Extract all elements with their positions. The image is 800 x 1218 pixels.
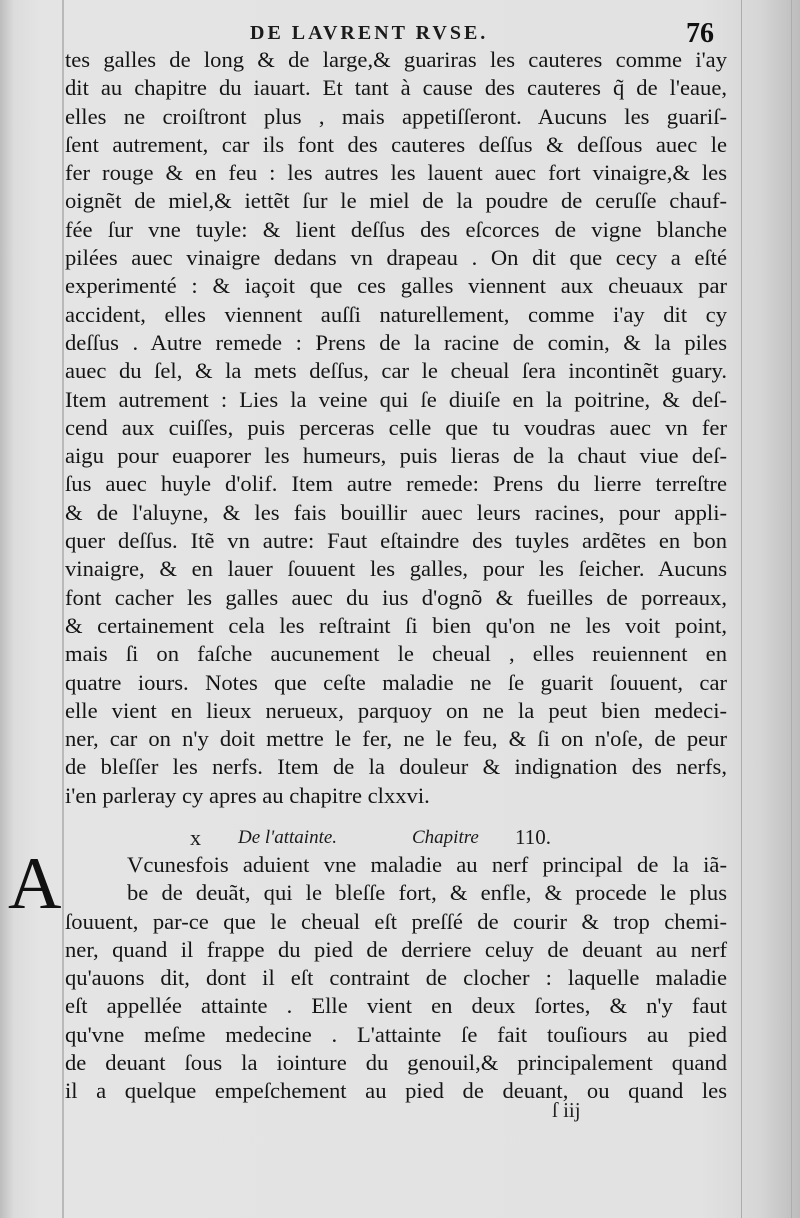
text-line: deſſus . Autre remede : Prens de la racine de comin, & la piles	[65, 329, 727, 355]
text-line: de bleſſer les nerfs. Item de la douleur & indignation des nerfs,	[65, 754, 727, 780]
text-line: elles ne croiſtront plus , mais appetiſſeront. Aucuns les guariſ-	[65, 103, 727, 129]
page-edge-line	[741, 0, 742, 1218]
text-line: ſent autrement, car ils font des cauteres deſſus & deſſous auec le	[65, 131, 727, 157]
paragraph-2	[65, 851, 727, 1106]
chapter-title: De l'attainte.	[238, 827, 338, 848]
text-line: ner, car on n'y doit mettre le fer, ne le feu, & ſi on n'oſe, de peur	[65, 726, 727, 752]
text-line: fer rouge & en feu : les autres les lauent auec fort vinaigre,& les	[65, 160, 727, 186]
text-line: be de deuãt, qui le bleſſe fort, & enfle, & procede le plus	[127, 880, 727, 906]
signature-mark: ſ iij	[552, 1098, 581, 1122]
page-edge-line-outer	[791, 0, 792, 1218]
text-line: aigu pour euaporer les humeurs, puis lieras de la chaut viue deſ-	[65, 443, 727, 469]
margin-mark: x	[190, 825, 201, 850]
text-line: dit au chapitre du iauart. Et tant à cause des cauteres q̃ de l'eaue,	[65, 75, 727, 101]
text-line: de deuant ſous la iointure du genouil,& principalement quand	[65, 1050, 727, 1076]
text-line: Vcunesfois aduient vne maladie au nerf principal de la iã-	[127, 852, 727, 877]
chapter-label: Chapitre	[412, 827, 479, 848]
text-line: mais ſi on faſche aucunement le cheual , elles reuiennent en	[65, 641, 727, 667]
text-line: vinaigre, & en lauer ſouuent les galles, pour les ſeicher. Aucuns	[65, 556, 727, 582]
chapter-heading	[190, 823, 570, 853]
text-line: i'en parleray cy apres au chapitre clxxvi.	[65, 782, 430, 808]
text-line: pilées auec vinaigre dedans vn drapeau . On dit que cecy a eſté	[65, 245, 727, 271]
text-line: ner, quand il frappe du pied de derriere celuy de deuant au nerf	[65, 936, 727, 962]
text-line: il a quelque empeſchement au pied de deuant, ou quand les	[65, 1078, 727, 1104]
running-title: DE LAVRENT RVSE.	[250, 22, 489, 44]
text-line: font cacher les galles auec du ius d'ognõ & fueilles de porreaux,	[65, 584, 727, 610]
text-line: & de l'aluyne, & les fais bouillir auec leurs racines, pour appli-	[65, 499, 727, 525]
text-line: auec du ſel, & la mets deſſus, car le cheual ſera incontinẽt guary.	[65, 358, 727, 384]
drop-cap: A	[8, 843, 62, 925]
text-line: accident, elles viennent auſſi naturellement, comme i'ay dit cy	[65, 301, 727, 327]
text-line: tes galles de long & de large,& guariras les cauteres comme i'ay	[65, 47, 727, 72]
text-line: & certainement cela les reſtraint ſi bien qu'on ne les voit point,	[65, 612, 727, 638]
text-line: ſouuent, par-ce que le cheual eſt preſſé de courir & trop chemi-	[65, 908, 727, 934]
text-line: experimenté : & iaçoit que ces galles viennent aux cheuaux par	[65, 273, 727, 299]
text-line: cend aux cuiſſes, puis perceras celle que tu voudras auec vn fer	[65, 414, 727, 440]
page-number: 76	[686, 18, 714, 49]
text-line: quer deſſus. Itẽ vn autre: Faut eſtaindre des tuyles ardẽtes en bon	[65, 528, 727, 554]
chapter-number: 110.	[515, 825, 551, 849]
text-line: elle vient en lieux nerueux, parquoy on ne la peut bien medeci-	[65, 697, 727, 723]
text-line: eſt appellée attainte . Elle vient en deux ſortes, & n'y faut	[65, 993, 727, 1019]
text-line: qu'auons dit, dont il eſt contraint de clocher : laquelle maladie	[65, 965, 727, 991]
gutter-shadow	[62, 0, 64, 1218]
text-line: Item autrement : Lies la veine qui ſe diuiſe en la poitrine, & deſ-	[65, 386, 727, 412]
text-line: qu'vne meſme medecine . L'attainte ſe fait touſiours au pied	[65, 1021, 727, 1047]
text-line: fée ſur vne tuyle: & lient deſſus des eſcorces de vigne blanche	[65, 216, 727, 242]
paragraph-1	[65, 46, 727, 810]
text-line: quatre iours. Notes que ceſte maladie ne ſe guarit ſouuent, car	[65, 669, 727, 695]
text-line: oignẽt de miel,& iettẽt ſur le miel de la poudre de ceruſſe chauf-	[65, 188, 727, 214]
text-line: ſus auec huyle d'olif. Item autre remede: Prens du lierre terreſtre	[65, 471, 727, 497]
